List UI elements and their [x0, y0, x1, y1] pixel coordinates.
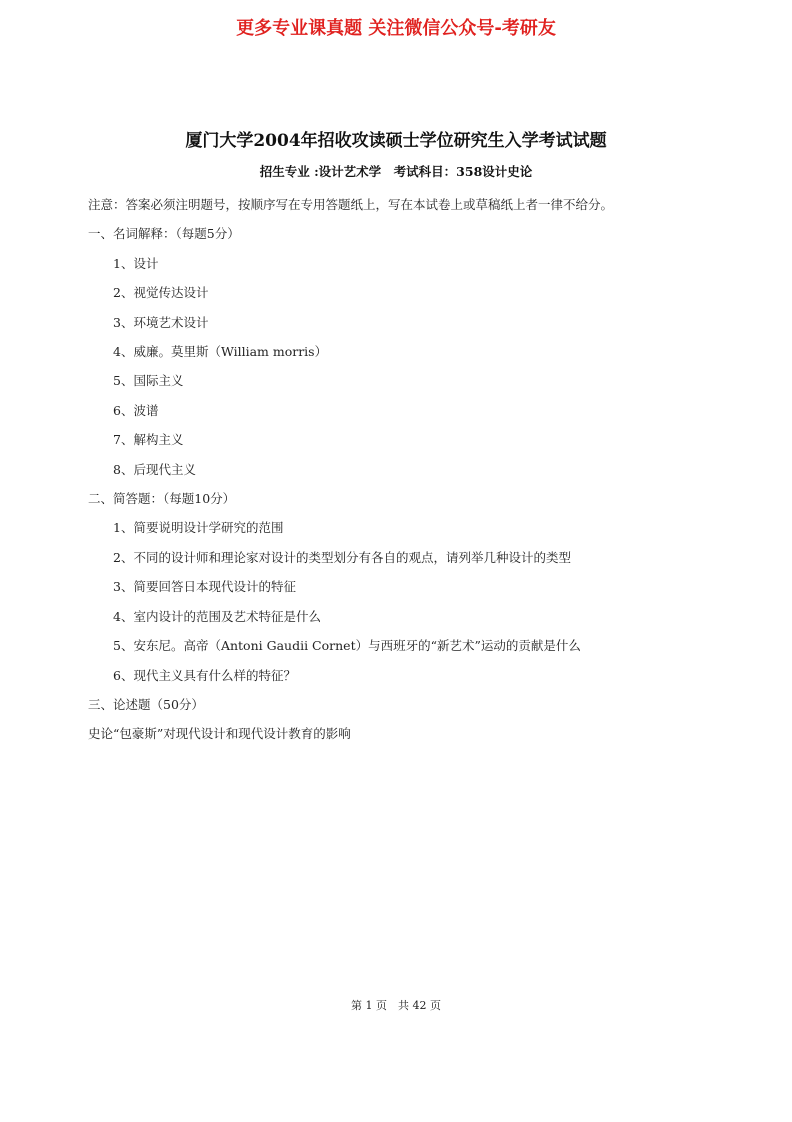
question-item: 5、国际主义	[113, 373, 184, 389]
question-item: 6、波谱	[113, 402, 159, 418]
exam-title: 厦门大学2004年招收攻读硕士学位研究生入学考试试题	[185, 131, 607, 151]
question-item: 4、室内设计的范围及艺术特征是什么	[113, 608, 321, 624]
question-item: 4、威廉。莫里斯（William morris）	[113, 344, 328, 360]
essay-question: 史论“包豪斯”对现代设计和现代设计教育的影响	[88, 726, 351, 742]
question-item: 2、不同的设计师和理论家对设计的类型划分有各自的观点，请列举几种设计的类型	[113, 549, 571, 565]
page-footer: 第 1 页 共 42 页	[351, 999, 441, 1012]
question-item: 7、解构主义	[113, 432, 184, 448]
notice: 注意：答案必须注明题号，按顺序写在专用答题纸上，写在本试卷上或草稿纸上者一律不给分。	[88, 197, 614, 212]
section-heading: 一、名词解释：（每题5分）	[88, 226, 240, 242]
section-heading: 二、简答题：（每题10分）	[88, 491, 236, 507]
question-item: 3、环境艺术设计	[113, 314, 209, 330]
question-item: 2、视觉传达设计	[113, 285, 209, 301]
question-item: 8、后现代主义	[113, 461, 196, 477]
question-item: 1、简要说明设计学研究的范围	[113, 520, 284, 536]
watermark-banner: 更多专业课真题 关注微信公众号-考研友	[236, 18, 556, 39]
question-item: 6、现代主义具有什么样的特征？	[113, 667, 296, 683]
section-heading: 三、论述题（50分）	[88, 696, 204, 712]
question-item: 3、简要回答日本现代设计的特征	[113, 579, 296, 595]
question-item: 5、安东尼。高帝（Antoni Gaudii Cornet）与西班牙的“新艺术”运动的贡献是什么	[113, 638, 581, 654]
question-item: 1、设计	[113, 255, 159, 271]
exam-subtitle: 招生专业 :设计艺术学 考试科目：358设计史论	[259, 164, 533, 179]
exam-body	[88, 190, 738, 749]
